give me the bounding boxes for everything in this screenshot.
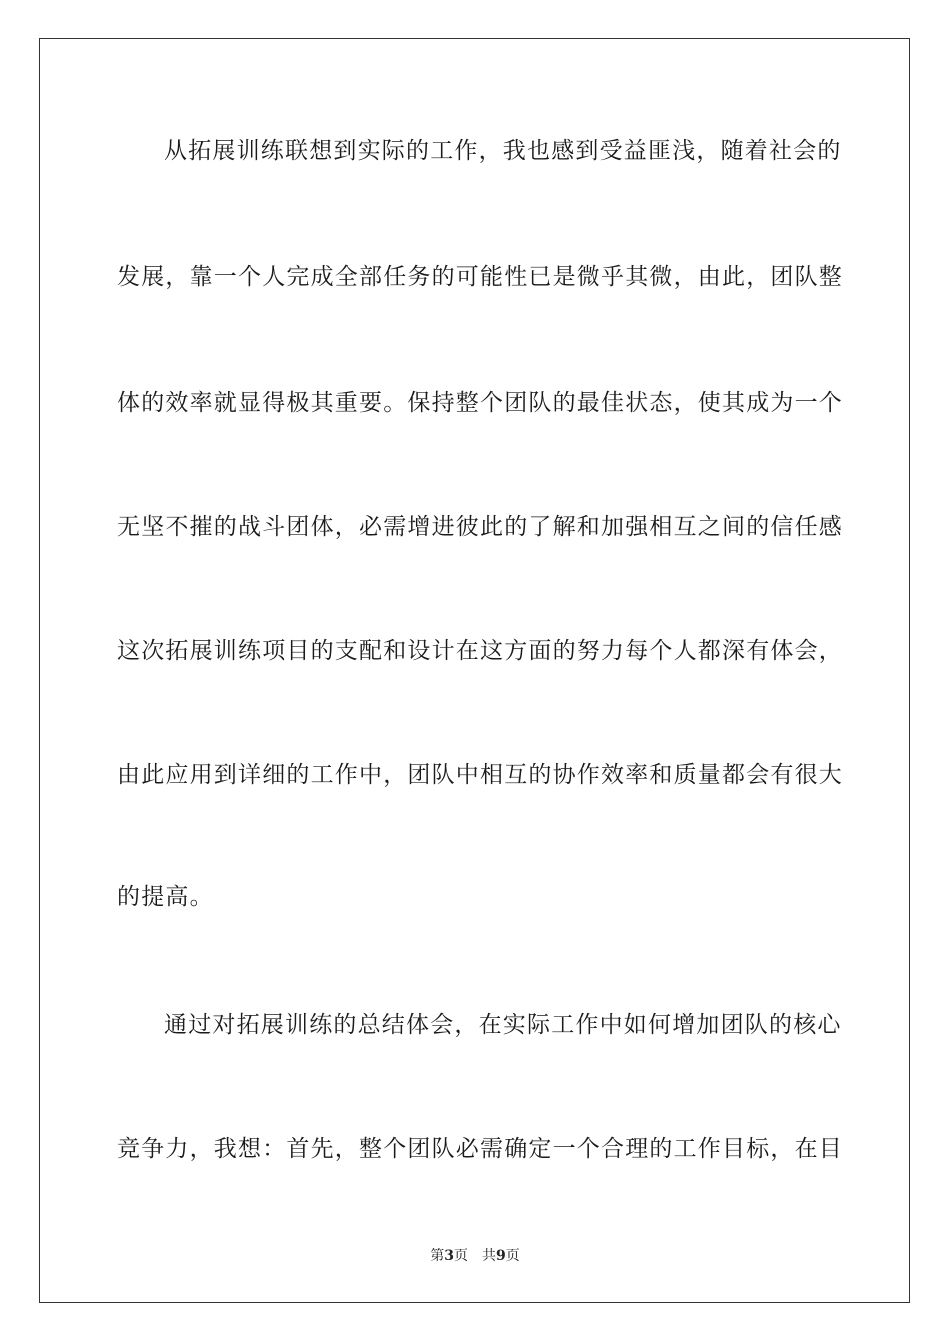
page-border (39, 38, 910, 1303)
paragraph-2-line-2: 竞争力，我想：首先，整个团队必需确定一个合理的工作目标，在目 (117, 1136, 843, 1162)
paragraph-1-line-4: 无坚不摧的战斗团体，必需增进彼此的了解和加强相互之间的信任感 (117, 514, 843, 540)
paragraph-1-line-2: 发展，靠一个人完成全部任务的可能性已是微乎其微，由此，团队整 (117, 264, 843, 290)
total-suffix: 页 (505, 1248, 520, 1264)
paragraph-1-line-3: 体的效率就显得极其重要。保持整个团队的最佳状态，使其成为一个 (117, 390, 843, 416)
paragraph-1-line-6: 由此应用到详细的工作中，团队中相互的协作效率和质量都会有很大 (117, 762, 843, 788)
total-prefix: 共 (482, 1248, 496, 1264)
page-suffix: 页 (454, 1248, 468, 1264)
paragraph-1-line-1: 从拓展训练联想到实际的工作，我也感到受益匪浅，随着社会的 (164, 138, 842, 164)
paragraph-1-line-5: 这次拓展训练项目的支配和设计在这方面的努力每个人都深有体会， (117, 638, 843, 664)
page-number: 3 (444, 1248, 454, 1264)
paragraph-1-line-7: 的提高。 (117, 884, 214, 910)
paragraph-2-line-1: 通过对拓展训练的总结体会，在实际工作中如何增加团队的核心 (164, 1012, 842, 1038)
total-pages: 9 (496, 1248, 506, 1264)
page-footer (0, 1246, 950, 1266)
page-prefix: 第 (430, 1248, 445, 1264)
